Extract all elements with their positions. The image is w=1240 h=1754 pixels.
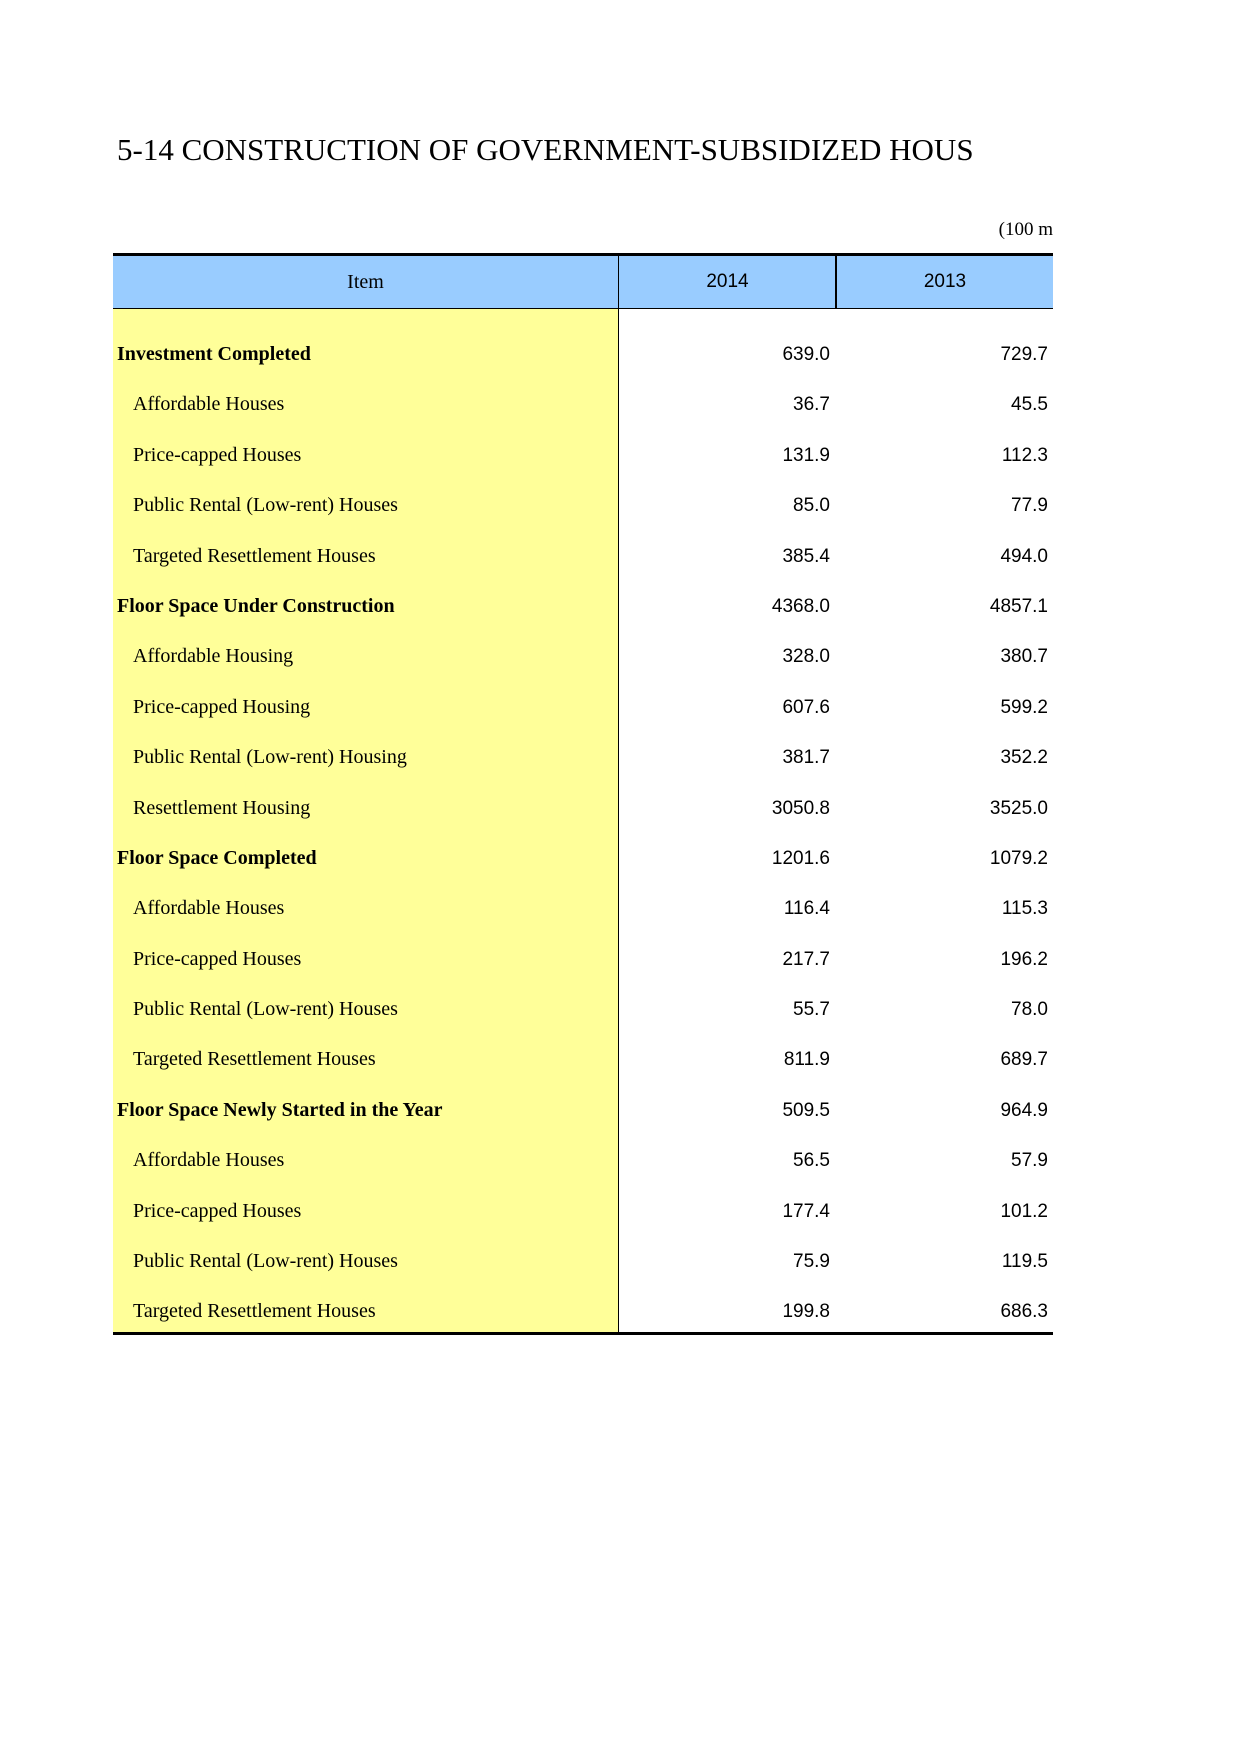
- value-2014: 381.7: [782, 747, 830, 769]
- table-row: [113, 379, 1053, 429]
- table-row: [113, 833, 1053, 883]
- row-item-label: Price-capped Houses: [133, 1199, 302, 1222]
- table-row: [113, 1286, 1053, 1336]
- value-2014: 75.9: [793, 1251, 830, 1273]
- page-title: 5-14 CONSTRUCTION OF GOVERNMENT-SUBSIDIZED HOUS: [117, 132, 974, 167]
- value-2014: 509.5: [782, 1099, 830, 1121]
- table-row: [113, 783, 1053, 833]
- value-2013: 57.9: [1011, 1150, 1048, 1172]
- row-category-label: Investment Completed: [117, 343, 311, 365]
- value-2014: 639.0: [782, 344, 830, 365]
- value-2013: 45.5: [1011, 394, 1048, 416]
- table-bottom-rule: [113, 1332, 1053, 1335]
- column-header-item: Item: [347, 271, 384, 293]
- row-item-label: Resettlement Housing: [133, 796, 311, 819]
- table-row: [113, 1236, 1053, 1286]
- table-row: [113, 1085, 1053, 1135]
- value-2013: 112.3: [1001, 444, 1048, 466]
- row-category-label: Floor Space Newly Started in the Year: [117, 1098, 443, 1121]
- table-row: [113, 1034, 1053, 1084]
- table-rows: [113, 329, 1053, 1337]
- value-2013: 4857.1: [989, 595, 1048, 617]
- table-row: [113, 732, 1053, 782]
- value-2013: 78.0: [1011, 999, 1048, 1021]
- value-2014: 56.5: [793, 1150, 830, 1172]
- value-2014: 811.9: [783, 1049, 830, 1071]
- table-row: [113, 934, 1053, 984]
- table-row: [113, 531, 1053, 581]
- table-body: [113, 309, 1053, 1332]
- row-item-label: Price-capped Houses: [133, 947, 302, 970]
- value-2014: 199.8: [782, 1301, 830, 1323]
- value-2014: 131.9: [782, 444, 830, 466]
- row-item-label: Targeted Resettlement Houses: [133, 544, 376, 567]
- value-2013: 689.7: [1000, 1049, 1048, 1071]
- value-2014: 385.4: [782, 545, 830, 567]
- value-2013: 3525.0: [989, 797, 1048, 819]
- value-2013: 352.2: [1000, 747, 1048, 769]
- value-2013: 115.3: [1001, 898, 1048, 920]
- row-item-label: Affordable Houses: [133, 897, 285, 920]
- row-item-label: Targeted Resettlement Houses: [133, 1048, 376, 1071]
- table-row: [113, 480, 1053, 530]
- unit-label: (100 m: [998, 219, 1053, 240]
- table-row: [113, 682, 1053, 732]
- row-item-label: Affordable Houses: [133, 1149, 285, 1172]
- table-row: [113, 984, 1053, 1034]
- value-2013: 119.5: [1001, 1251, 1048, 1273]
- value-2013: 964.9: [1000, 1099, 1048, 1121]
- value-2013: 196.2: [1000, 948, 1048, 970]
- column-header-2013: 2013: [835, 256, 1053, 308]
- value-2014: 116.4: [783, 898, 830, 920]
- value-2014: 3050.8: [771, 797, 830, 819]
- value-2013: 1079.2: [989, 847, 1048, 869]
- value-2014: 4368.0: [771, 595, 830, 617]
- row-item-label: Public Rental (Low-rent) Houses: [133, 1250, 398, 1273]
- value-2013: 729.7: [1000, 344, 1048, 365]
- column-header-2014: 2014: [618, 256, 836, 308]
- row-category-label: Floor Space Completed: [117, 846, 317, 869]
- value-2013: 101.2: [1000, 1200, 1048, 1222]
- table-row: [113, 883, 1053, 933]
- table-row: [113, 329, 1053, 379]
- row-item-label: Public Rental (Low-rent) Housing: [133, 746, 407, 769]
- row-item-label: Affordable Houses: [133, 393, 285, 416]
- row-item-label: Public Rental (Low-rent) Houses: [133, 998, 398, 1021]
- table-row: [113, 581, 1053, 631]
- row-item-label: Price-capped Houses: [133, 443, 302, 466]
- row-item-label: Targeted Resettlement Houses: [133, 1300, 376, 1323]
- table-header: [113, 256, 1053, 309]
- value-2013: 599.2: [1000, 696, 1048, 718]
- value-2013: 494.0: [1000, 545, 1048, 567]
- row-item-label: Affordable Housing: [133, 645, 294, 668]
- table-row: [113, 430, 1053, 480]
- value-2013: 380.7: [1000, 646, 1048, 668]
- row-item-label: Public Rental (Low-rent) Houses: [133, 494, 398, 517]
- value-2014: 85.0: [793, 495, 830, 517]
- unit-note: [940, 215, 1053, 245]
- value-2013: 77.9: [1011, 495, 1048, 517]
- value-2014: 177.4: [782, 1200, 830, 1222]
- value-2014: 607.6: [782, 696, 830, 718]
- row-item-label: Price-capped Housing: [133, 695, 311, 718]
- data-table: [113, 253, 1053, 1335]
- value-2014: 217.7: [782, 948, 830, 970]
- table-row: [113, 1135, 1053, 1185]
- row-category-label: Floor Space Under Construction: [117, 594, 395, 617]
- value-2014: 36.7: [793, 394, 830, 416]
- table-row: [113, 631, 1053, 681]
- value-2014: 1201.6: [771, 847, 830, 869]
- table-row: [113, 1186, 1053, 1236]
- value-2014: 328.0: [782, 646, 830, 668]
- value-2013: 686.3: [1000, 1301, 1048, 1323]
- value-2014: 55.7: [793, 999, 830, 1021]
